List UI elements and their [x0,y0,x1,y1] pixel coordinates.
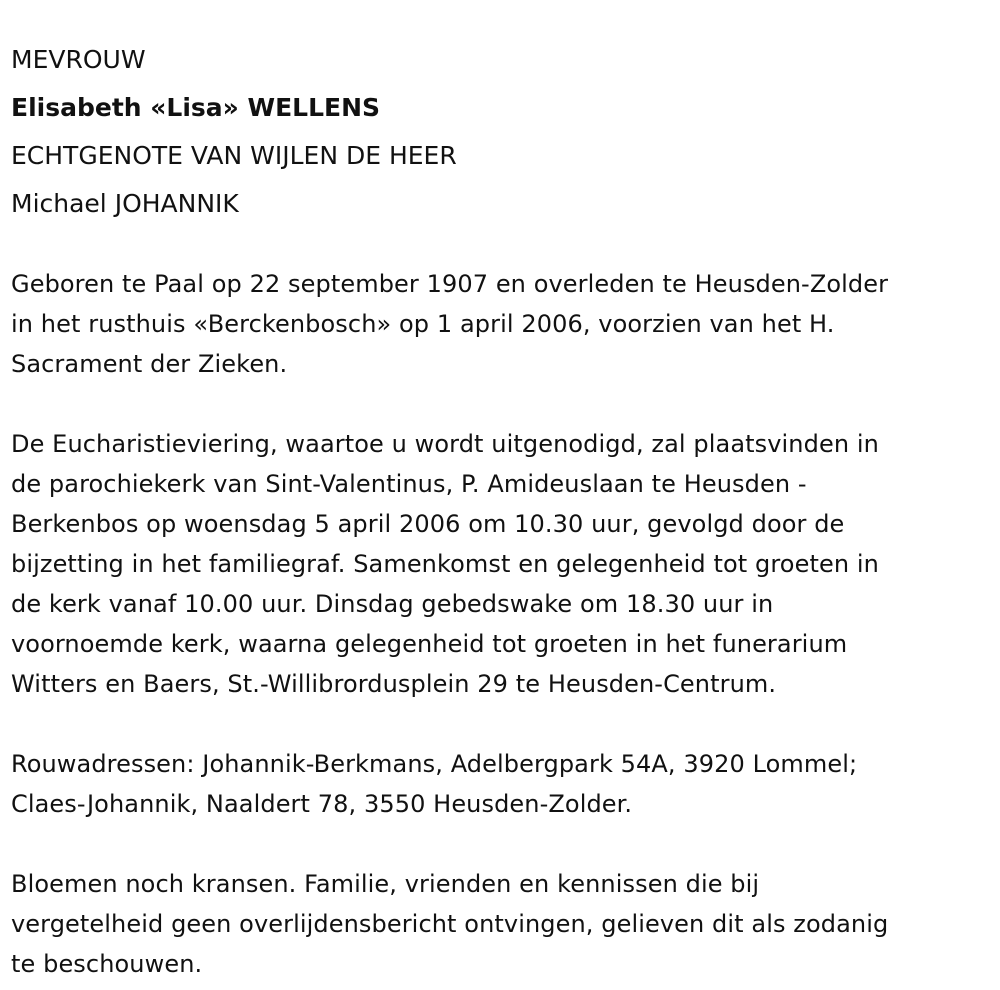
title-line: MEVROUW [11,45,146,74]
spouse-name: Michael JOHANNIK [11,189,239,218]
spacer [11,384,996,424]
text-line: te beschouwen. [11,950,203,978]
birth-death-paragraph [11,264,996,384]
text-line: Rouwadressen: Johannik-Berkmans, Adelbergpark 54A, 3920 Lommel; [11,750,858,778]
deceased-name: Elisabeth «Lisa» WELLENS [11,93,381,122]
text-line: Witters en Baers, St.-Willibrordusplein 29 te Heusden-Centrum. [11,670,777,698]
text-line: De Eucharistieviering, waartoe u wordt uitgenodigd, zal plaatsvinden in [11,430,879,458]
spacer [11,704,996,744]
obituary-document [11,36,996,984]
spacer [11,228,996,264]
text-line: de kerk vanaf 10.00 uur. Dinsdag gebedswake om 18.30 uur in [11,590,774,618]
text-line: Claes-Johannik, Naaldert 78, 3550 Heusden-Zolder. [11,790,633,818]
addresses-paragraph [11,744,996,824]
spouse-label: ECHTGENOTE VAN WIJLEN DE HEER [11,141,457,170]
text-line: voornoemde kerk, waarna gelegenheid tot groeten in het funerarium [11,630,848,658]
ceremony-paragraph [11,424,996,704]
text-line: in het rusthuis «Berckenbosch» op 1 april 2006, voorzien van het H. [11,310,835,338]
text-line: bijzetting in het familiegraf. Samenkomst en gelegenheid tot groeten in [11,550,879,578]
text-line: vergetelheid geen overlijdensbericht ontvingen, gelieven dit als zodanig [11,910,889,938]
text-line: Sacrament der Zieken. [11,350,288,378]
spacer [11,824,996,864]
text-line: Bloemen noch kransen. Familie, vrienden en kennissen die bij [11,870,760,898]
text-line: Geboren te Paal op 22 september 1907 en overleden te Heusden-Zolder [11,270,889,298]
text-line: Berkenbos op woensdag 5 april 2006 om 10.30 uur, gevolgd door de [11,510,845,538]
closing-paragraph [11,864,996,984]
text-line: de parochiekerk van Sint-Valentinus, P. Amideuslaan te Heusden - [11,470,807,498]
